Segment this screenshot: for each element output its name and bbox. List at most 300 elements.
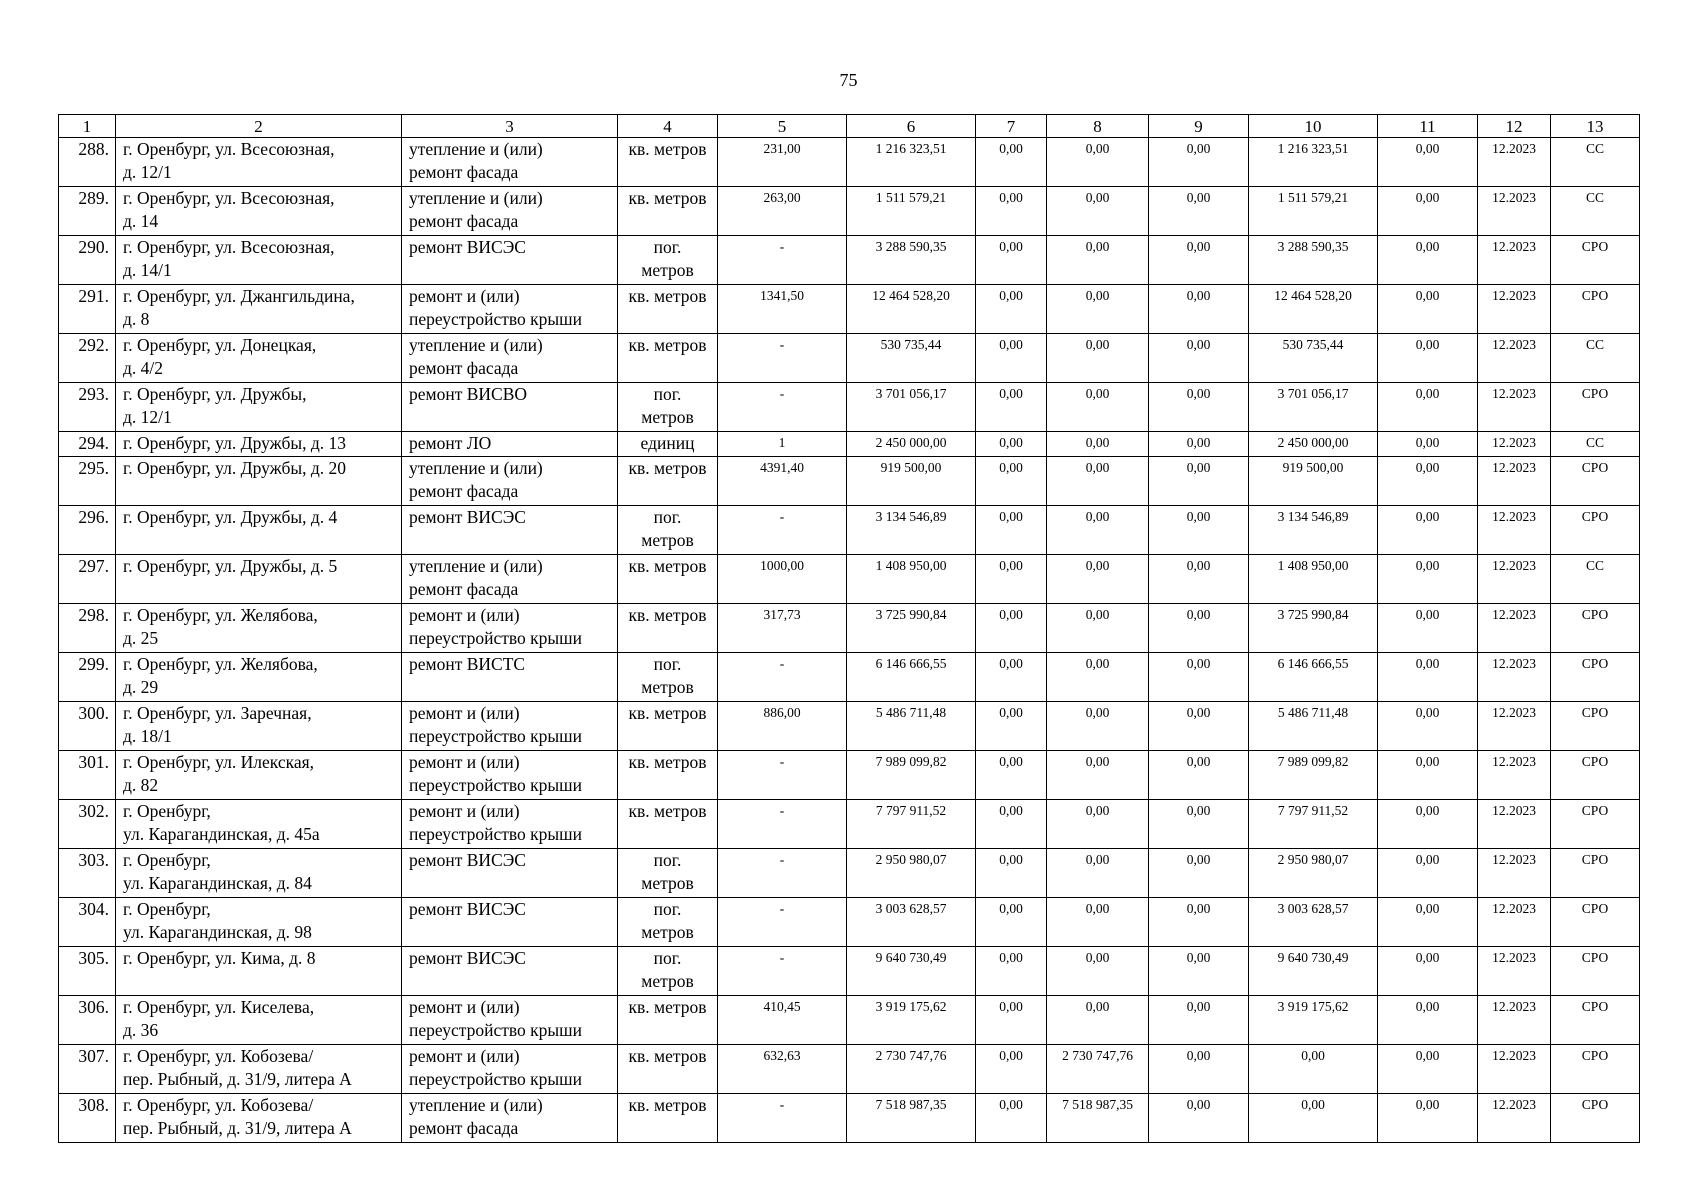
- federal-funds-cell: 0,00: [976, 1094, 1047, 1143]
- regional-funds-cell: 0,00: [1047, 138, 1149, 187]
- address-cell-line: д. 29: [123, 677, 159, 697]
- table-row: [59, 506, 1640, 555]
- local-funds-cell: 0,00: [1149, 653, 1249, 702]
- federal-funds-cell: 0,00: [976, 432, 1047, 457]
- row-number-cell: 288.: [59, 138, 116, 187]
- unit-cell-line: кв. метров: [628, 703, 707, 723]
- fund-method-cell: СРО: [1551, 383, 1640, 432]
- regional-funds-cell: 0,00: [1047, 898, 1149, 947]
- unit-cell-line: метров: [641, 530, 694, 550]
- address-cell-line: г. Оренбург, ул. Всесоюзная,: [123, 188, 335, 208]
- federal-funds-cell: 0,00: [976, 947, 1047, 996]
- work-type-cell: [402, 555, 618, 604]
- completion-date-cell: 12.2023: [1478, 653, 1551, 702]
- work-type-cell: [402, 187, 618, 236]
- work-type-cell: [402, 947, 618, 996]
- fund-method-cell: СРО: [1551, 1045, 1640, 1094]
- total-cost-cell: 1 511 579,21: [847, 187, 976, 236]
- address-cell-line: г. Оренбург, ул. Заречная,: [123, 703, 312, 723]
- local-funds-cell: 0,00: [1149, 1045, 1249, 1094]
- work-type-cell: [402, 236, 618, 285]
- address-cell-line: г. Оренбург, ул. Дружбы,: [123, 384, 307, 404]
- owner-funds-cell: 12 464 528,20: [1249, 285, 1378, 334]
- owner-funds-cell: 1 216 323,51: [1249, 138, 1378, 187]
- unit-cell: [618, 947, 718, 996]
- address-cell-line: ул. Карагандинская, д. 45а: [123, 824, 320, 844]
- completion-date-cell: 12.2023: [1478, 334, 1551, 383]
- column-number-cell: 3: [402, 115, 618, 138]
- address-cell: [116, 334, 402, 383]
- table-row: [59, 138, 1640, 187]
- unit-cell: [618, 1045, 718, 1094]
- local-funds-cell: 0,00: [1149, 236, 1249, 285]
- row-number-cell: 301.: [59, 751, 116, 800]
- other-funds-cell: 0,00: [1378, 1094, 1478, 1143]
- unit-cell-line: кв. метров: [628, 1046, 707, 1066]
- owner-funds-cell: 3 725 990,84: [1249, 604, 1378, 653]
- address-cell-line: г. Оренбург, ул. Кима, д. 8: [123, 948, 316, 968]
- repair-program-table: [58, 114, 1640, 1143]
- total-cost-cell: 3 003 628,57: [847, 898, 976, 947]
- other-funds-cell: 0,00: [1378, 432, 1478, 457]
- table-row: [59, 457, 1640, 506]
- work-type-cell-line: ремонт и (или): [409, 703, 520, 723]
- volume-cell: 632,63: [718, 1045, 847, 1094]
- total-cost-cell: 3 701 056,17: [847, 383, 976, 432]
- other-funds-cell: 0,00: [1378, 187, 1478, 236]
- work-type-cell-line: ремонт ЛО: [409, 433, 492, 453]
- table-row: [59, 604, 1640, 653]
- column-number-cell: 10: [1249, 115, 1378, 138]
- fund-method-cell: СРО: [1551, 800, 1640, 849]
- unit-cell-line: пог.: [653, 899, 682, 919]
- work-type-cell-line: ремонт ВИСТС: [409, 654, 526, 674]
- local-funds-cell: 0,00: [1149, 187, 1249, 236]
- local-funds-cell: 0,00: [1149, 555, 1249, 604]
- row-number-cell: 307.: [59, 1045, 116, 1094]
- fund-method-cell: СС: [1551, 432, 1640, 457]
- work-type-cell: [402, 996, 618, 1045]
- address-cell: [116, 432, 402, 457]
- work-type-cell-line: утепление и (или): [409, 458, 543, 478]
- volume-cell: -: [718, 383, 847, 432]
- other-funds-cell: 0,00: [1378, 947, 1478, 996]
- owner-funds-cell: 6 146 666,55: [1249, 653, 1378, 702]
- completion-date-cell: 12.2023: [1478, 849, 1551, 898]
- work-type-cell-line: ремонт и (или): [409, 801, 520, 821]
- local-funds-cell: 0,00: [1149, 702, 1249, 751]
- work-type-cell-line: ремонт ВИСЭС: [409, 850, 526, 870]
- unit-cell: [618, 138, 718, 187]
- unit-cell: [618, 653, 718, 702]
- address-cell-line: [123, 529, 400, 552]
- work-type-cell-line: переустройство крыши: [409, 775, 582, 795]
- work-type-cell: [402, 138, 618, 187]
- row-number-cell: 303.: [59, 849, 116, 898]
- address-cell-line: д. 36: [123, 1020, 159, 1040]
- owner-funds-cell: 1 511 579,21: [1249, 187, 1378, 236]
- row-number-cell: 292.: [59, 334, 116, 383]
- federal-funds-cell: 0,00: [976, 604, 1047, 653]
- volume-cell: -: [718, 653, 847, 702]
- completion-date-cell: 12.2023: [1478, 751, 1551, 800]
- column-number-cell: 13: [1551, 115, 1640, 138]
- row-number-cell: 297.: [59, 555, 116, 604]
- regional-funds-cell: 0,00: [1047, 432, 1149, 457]
- address-cell-line: г. Оренбург,: [123, 801, 211, 821]
- address-cell-line: д. 14: [123, 211, 159, 231]
- table-row: [59, 800, 1640, 849]
- unit-cell: [618, 604, 718, 653]
- work-type-cell-line: ремонт фасада: [409, 211, 519, 231]
- total-cost-cell: 1 408 950,00: [847, 555, 976, 604]
- federal-funds-cell: 0,00: [976, 996, 1047, 1045]
- federal-funds-cell: 0,00: [976, 702, 1047, 751]
- column-number-cell: 6: [847, 115, 976, 138]
- unit-cell: [618, 432, 718, 457]
- work-type-cell-line: [409, 406, 616, 429]
- local-funds-cell: 0,00: [1149, 457, 1249, 506]
- address-cell-line: г. Оренбург, ул. Всесоюзная,: [123, 139, 335, 159]
- unit-cell-line: кв. метров: [628, 458, 707, 478]
- work-type-cell-line: ремонт и (или): [409, 1046, 520, 1066]
- other-funds-cell: 0,00: [1378, 653, 1478, 702]
- owner-funds-cell: 5 486 711,48: [1249, 702, 1378, 751]
- table-row: [59, 898, 1640, 947]
- unit-cell: [618, 457, 718, 506]
- completion-date-cell: 12.2023: [1478, 800, 1551, 849]
- regional-funds-cell: 0,00: [1047, 800, 1149, 849]
- federal-funds-cell: 0,00: [976, 457, 1047, 506]
- fund-method-cell: СРО: [1551, 1094, 1640, 1143]
- row-number-cell: 306.: [59, 996, 116, 1045]
- completion-date-cell: 12.2023: [1478, 383, 1551, 432]
- row-number-cell: 294.: [59, 432, 116, 457]
- unit-cell: [618, 702, 718, 751]
- address-cell-line: г. Оренбург,: [123, 850, 211, 870]
- federal-funds-cell: 0,00: [976, 800, 1047, 849]
- address-cell-line: [123, 578, 400, 601]
- column-number-cell: 11: [1378, 115, 1478, 138]
- address-cell-line: д. 8: [123, 309, 150, 329]
- volume-cell: -: [718, 334, 847, 383]
- work-type-cell-line: переустройство крыши: [409, 1069, 582, 1089]
- volume-cell: -: [718, 751, 847, 800]
- address-cell-line: д. 4/2: [123, 358, 164, 378]
- unit-cell-line: кв. метров: [628, 139, 707, 159]
- address-cell: [116, 947, 402, 996]
- address-cell: [116, 236, 402, 285]
- total-cost-cell: 3 725 990,84: [847, 604, 976, 653]
- volume-cell: -: [718, 800, 847, 849]
- address-cell-line: д. 18/1: [123, 726, 172, 746]
- volume-cell: -: [718, 898, 847, 947]
- work-type-cell-line: ремонт ВИСВО: [409, 384, 528, 404]
- unit-cell-line: пог.: [653, 237, 682, 257]
- unit-cell: [618, 555, 718, 604]
- volume-cell: 1000,00: [718, 555, 847, 604]
- regional-funds-cell: 0,00: [1047, 702, 1149, 751]
- unit-cell-line: метров: [641, 407, 694, 427]
- total-cost-cell: 919 500,00: [847, 457, 976, 506]
- local-funds-cell: 0,00: [1149, 285, 1249, 334]
- other-funds-cell: 0,00: [1378, 334, 1478, 383]
- regional-funds-cell: 0,00: [1047, 996, 1149, 1045]
- other-funds-cell: 0,00: [1378, 702, 1478, 751]
- federal-funds-cell: 0,00: [976, 1045, 1047, 1094]
- work-type-cell: [402, 898, 618, 947]
- federal-funds-cell: 0,00: [976, 285, 1047, 334]
- address-cell-line: пер. Рыбный, д. 31/9, литера А: [123, 1069, 352, 1089]
- unit-cell-line: кв. метров: [628, 286, 707, 306]
- address-cell: [116, 702, 402, 751]
- volume-cell: 1341,50: [718, 285, 847, 334]
- row-number-cell: 291.: [59, 285, 116, 334]
- unit-cell-line: кв. метров: [628, 1095, 707, 1115]
- volume-cell: 4391,40: [718, 457, 847, 506]
- regional-funds-cell: 7 518 987,35: [1047, 1094, 1149, 1143]
- regional-funds-cell: 0,00: [1047, 383, 1149, 432]
- completion-date-cell: 12.2023: [1478, 947, 1551, 996]
- other-funds-cell: 0,00: [1378, 898, 1478, 947]
- work-type-cell: [402, 1094, 618, 1143]
- federal-funds-cell: 0,00: [976, 383, 1047, 432]
- address-cell-line: г. Оренбург, ул. Киселева,: [123, 997, 315, 1017]
- column-number-cell: 5: [718, 115, 847, 138]
- unit-cell-line: пог.: [653, 654, 682, 674]
- owner-funds-cell: 9 640 730,49: [1249, 947, 1378, 996]
- unit-cell-line: метров: [641, 260, 694, 280]
- completion-date-cell: 12.2023: [1478, 898, 1551, 947]
- work-type-cell: [402, 432, 618, 457]
- work-type-cell: [402, 506, 618, 555]
- table-row: [59, 996, 1640, 1045]
- row-number-cell: 304.: [59, 898, 116, 947]
- regional-funds-cell: 0,00: [1047, 187, 1149, 236]
- unit-cell-line: кв. метров: [628, 556, 707, 576]
- work-type-cell-line: ремонт ВИСЭС: [409, 237, 526, 257]
- regional-funds-cell: 0,00: [1047, 555, 1149, 604]
- unit-cell-line: пог.: [653, 948, 682, 968]
- local-funds-cell: 0,00: [1149, 996, 1249, 1045]
- owner-funds-cell: 2 950 980,07: [1249, 849, 1378, 898]
- regional-funds-cell: 0,00: [1047, 849, 1149, 898]
- fund-method-cell: СРО: [1551, 702, 1640, 751]
- address-cell: [116, 604, 402, 653]
- total-cost-cell: 3 288 590,35: [847, 236, 976, 285]
- address-cell: [116, 285, 402, 334]
- unit-cell: [618, 751, 718, 800]
- local-funds-cell: 0,00: [1149, 138, 1249, 187]
- regional-funds-cell: 0,00: [1047, 285, 1149, 334]
- completion-date-cell: 12.2023: [1478, 457, 1551, 506]
- work-type-cell: [402, 800, 618, 849]
- work-type-cell-line: [409, 921, 616, 944]
- total-cost-cell: 7 989 099,82: [847, 751, 976, 800]
- regional-funds-cell: 0,00: [1047, 653, 1149, 702]
- owner-funds-cell: 919 500,00: [1249, 457, 1378, 506]
- local-funds-cell: 0,00: [1149, 383, 1249, 432]
- work-type-cell-line: ремонт фасада: [409, 579, 519, 599]
- fund-method-cell: СС: [1551, 555, 1640, 604]
- total-cost-cell: 6 146 666,55: [847, 653, 976, 702]
- work-type-cell-line: ремонт и (или): [409, 752, 520, 772]
- work-type-cell-line: ремонт фасада: [409, 481, 519, 501]
- unit-cell-line: кв. метров: [628, 752, 707, 772]
- local-funds-cell: 0,00: [1149, 604, 1249, 653]
- local-funds-cell: 0,00: [1149, 432, 1249, 457]
- address-cell-line: д. 25: [123, 628, 159, 648]
- work-type-cell-line: утепление и (или): [409, 188, 543, 208]
- work-type-cell: [402, 653, 618, 702]
- address-cell-line: д. 12/1: [123, 407, 172, 427]
- fund-method-cell: СС: [1551, 334, 1640, 383]
- completion-date-cell: 12.2023: [1478, 506, 1551, 555]
- work-type-cell-line: [409, 529, 616, 552]
- local-funds-cell: 0,00: [1149, 506, 1249, 555]
- address-cell-line: [123, 970, 400, 993]
- other-funds-cell: 0,00: [1378, 1045, 1478, 1094]
- unit-cell-line: кв. метров: [628, 801, 707, 821]
- completion-date-cell: 12.2023: [1478, 996, 1551, 1045]
- completion-date-cell: 12.2023: [1478, 702, 1551, 751]
- work-type-cell: [402, 285, 618, 334]
- other-funds-cell: 0,00: [1378, 800, 1478, 849]
- row-number-cell: 293.: [59, 383, 116, 432]
- address-cell-line: пер. Рыбный, д. 31/9, литера А: [123, 1118, 352, 1138]
- table-row: [59, 702, 1640, 751]
- total-cost-cell: 7 797 911,52: [847, 800, 976, 849]
- total-cost-cell: 5 486 711,48: [847, 702, 976, 751]
- unit-cell: [618, 383, 718, 432]
- work-type-cell-line: переустройство крыши: [409, 726, 582, 746]
- regional-funds-cell: 2 730 747,76: [1047, 1045, 1149, 1094]
- address-cell: [116, 1094, 402, 1143]
- total-cost-cell: 3 919 175,62: [847, 996, 976, 1045]
- address-cell-line: д. 14/1: [123, 260, 172, 280]
- address-cell-line: д. 82: [123, 775, 159, 795]
- row-number-cell: 290.: [59, 236, 116, 285]
- work-type-cell-line: переустройство крыши: [409, 628, 582, 648]
- regional-funds-cell: 0,00: [1047, 334, 1149, 383]
- unit-cell-line: пог.: [653, 384, 682, 404]
- federal-funds-cell: 0,00: [976, 138, 1047, 187]
- table-row: [59, 187, 1640, 236]
- table-row: [59, 383, 1640, 432]
- address-cell: [116, 187, 402, 236]
- address-cell-line: г. Оренбург, ул. Кобозева/: [123, 1095, 314, 1115]
- row-number-cell: 302.: [59, 800, 116, 849]
- unit-cell-line: метров: [641, 971, 694, 991]
- work-type-cell-line: переустройство крыши: [409, 824, 582, 844]
- federal-funds-cell: 0,00: [976, 236, 1047, 285]
- address-cell-line: г. Оренбург, ул. Дружбы, д. 20: [123, 458, 347, 478]
- fund-method-cell: СРО: [1551, 751, 1640, 800]
- other-funds-cell: 0,00: [1378, 457, 1478, 506]
- other-funds-cell: 0,00: [1378, 236, 1478, 285]
- table-body: [59, 115, 1640, 1143]
- row-number-cell: 298.: [59, 604, 116, 653]
- unit-cell-line: единиц: [640, 433, 695, 453]
- regional-funds-cell: 0,00: [1047, 457, 1149, 506]
- volume-cell: 1: [718, 432, 847, 457]
- unit-cell-line: пог.: [653, 850, 682, 870]
- unit-cell: [618, 849, 718, 898]
- owner-funds-cell: 530 735,44: [1249, 334, 1378, 383]
- completion-date-cell: 12.2023: [1478, 138, 1551, 187]
- volume-cell: -: [718, 1094, 847, 1143]
- address-cell-line: д. 12/1: [123, 162, 172, 182]
- completion-date-cell: 12.2023: [1478, 1045, 1551, 1094]
- other-funds-cell: 0,00: [1378, 138, 1478, 187]
- address-cell-line: [123, 480, 400, 503]
- total-cost-cell: 2 950 980,07: [847, 849, 976, 898]
- address-cell-line: г. Оренбург, ул. Дружбы, д. 4: [123, 507, 338, 527]
- regional-funds-cell: 0,00: [1047, 947, 1149, 996]
- table-row: [59, 555, 1640, 604]
- volume-cell: 317,73: [718, 604, 847, 653]
- completion-date-cell: 12.2023: [1478, 236, 1551, 285]
- completion-date-cell: 12.2023: [1478, 555, 1551, 604]
- work-type-cell: [402, 1045, 618, 1094]
- column-number-cell: 2: [116, 115, 402, 138]
- address-cell: [116, 506, 402, 555]
- unit-cell-line: метров: [641, 677, 694, 697]
- local-funds-cell: 0,00: [1149, 1094, 1249, 1143]
- table-row: [59, 285, 1640, 334]
- other-funds-cell: 0,00: [1378, 849, 1478, 898]
- fund-method-cell: СС: [1551, 187, 1640, 236]
- column-number-cell: 9: [1149, 115, 1249, 138]
- table-row: [59, 849, 1640, 898]
- work-type-cell: [402, 751, 618, 800]
- local-funds-cell: 0,00: [1149, 334, 1249, 383]
- volume-cell: 231,00: [718, 138, 847, 187]
- fund-method-cell: СРО: [1551, 285, 1640, 334]
- volume-cell: -: [718, 849, 847, 898]
- address-cell-line: г. Оренбург, ул. Кобозева/: [123, 1046, 314, 1066]
- owner-funds-cell: 3 134 546,89: [1249, 506, 1378, 555]
- row-number-cell: 299.: [59, 653, 116, 702]
- fund-method-cell: СРО: [1551, 236, 1640, 285]
- column-number-row: [59, 115, 1640, 138]
- table-row: [59, 1094, 1640, 1143]
- address-cell: [116, 898, 402, 947]
- address-cell-line: г. Оренбург, ул. Илекская,: [123, 752, 315, 772]
- address-cell-line: г. Оренбург, ул. Дружбы, д. 5: [123, 556, 338, 576]
- column-number-cell: 8: [1047, 115, 1149, 138]
- owner-funds-cell: 7 797 911,52: [1249, 800, 1378, 849]
- work-type-cell-line: ремонт ВИСЭС: [409, 899, 526, 919]
- work-type-cell-line: утепление и (или): [409, 335, 543, 355]
- completion-date-cell: 12.2023: [1478, 1094, 1551, 1143]
- owner-funds-cell: 3 701 056,17: [1249, 383, 1378, 432]
- row-number-cell: 295.: [59, 457, 116, 506]
- address-cell: [116, 1045, 402, 1094]
- volume-cell: 410,45: [718, 996, 847, 1045]
- completion-date-cell: 12.2023: [1478, 187, 1551, 236]
- table-row: [59, 432, 1640, 457]
- row-number-cell: 308.: [59, 1094, 116, 1143]
- work-type-cell: [402, 457, 618, 506]
- work-type-cell-line: утепление и (или): [409, 139, 543, 159]
- address-cell: [116, 800, 402, 849]
- address-cell-line: ул. Карагандинская, д. 84: [123, 873, 312, 893]
- row-number-cell: 289.: [59, 187, 116, 236]
- fund-method-cell: СРО: [1551, 604, 1640, 653]
- work-type-cell: [402, 604, 618, 653]
- completion-date-cell: 12.2023: [1478, 285, 1551, 334]
